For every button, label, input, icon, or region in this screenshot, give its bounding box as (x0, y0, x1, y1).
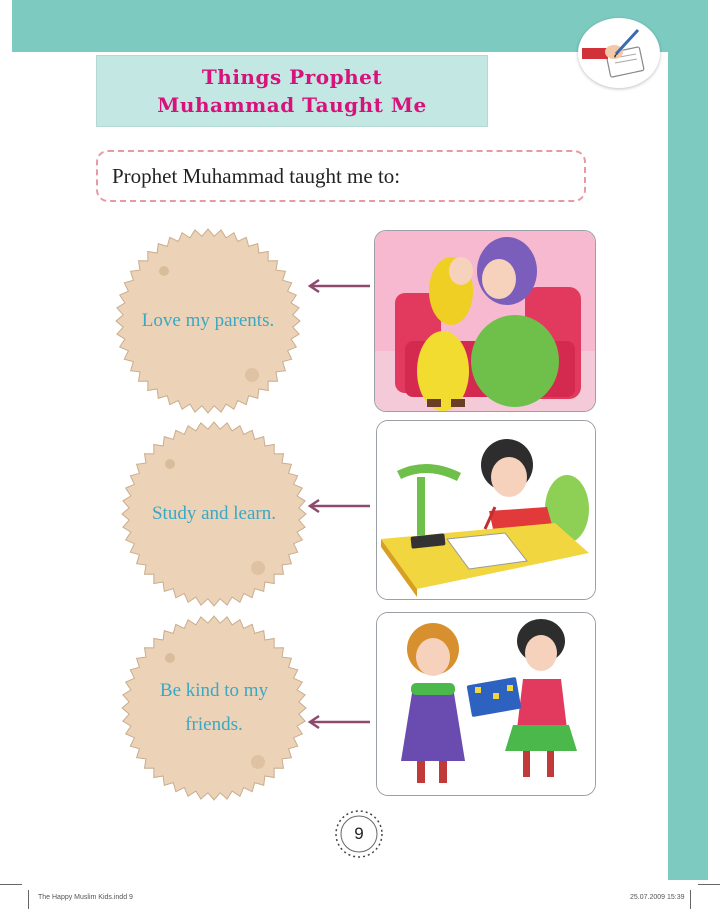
pencil-writing-icon (578, 18, 660, 88)
title-line-2: Muhammad Taught Me (157, 93, 427, 117)
arrow-left-icon (306, 498, 372, 514)
side-band (668, 0, 708, 880)
arrow-left-icon (306, 714, 372, 730)
picture-gift-to-friend (376, 612, 596, 796)
lesson-circle-2 (118, 418, 310, 610)
title-line-1: Things Prophet (201, 65, 383, 89)
footer-file-label: The Happy Muslim Kids.indd 9 (38, 894, 133, 901)
lesson-text-1: Love my parents. (141, 310, 275, 331)
lesson-circle-3 (118, 612, 310, 804)
crop-mark (0, 884, 22, 885)
lesson-text-2: Study and learn. (151, 503, 276, 524)
intro-box (96, 150, 586, 202)
lesson-text-3-line-1: Be kind to my (159, 680, 269, 701)
arrow-left-icon (306, 278, 372, 294)
footer-timestamp: 25.07.2009 15:39 (630, 894, 685, 901)
lesson-circle-1 (112, 225, 304, 417)
page-title (96, 55, 488, 127)
lesson-text-3-line-2: friends. (185, 714, 243, 735)
crop-mark (698, 884, 720, 885)
intro-text: Prophet Muhammad taught me to: (112, 163, 401, 188)
crop-mark (690, 890, 691, 909)
page-number: 9 (354, 824, 364, 843)
picture-boy-studying (376, 420, 596, 600)
page-number-badge (333, 808, 385, 860)
crop-mark (28, 890, 29, 909)
header-band (12, 0, 668, 52)
picture-hugging-parent (374, 230, 596, 412)
